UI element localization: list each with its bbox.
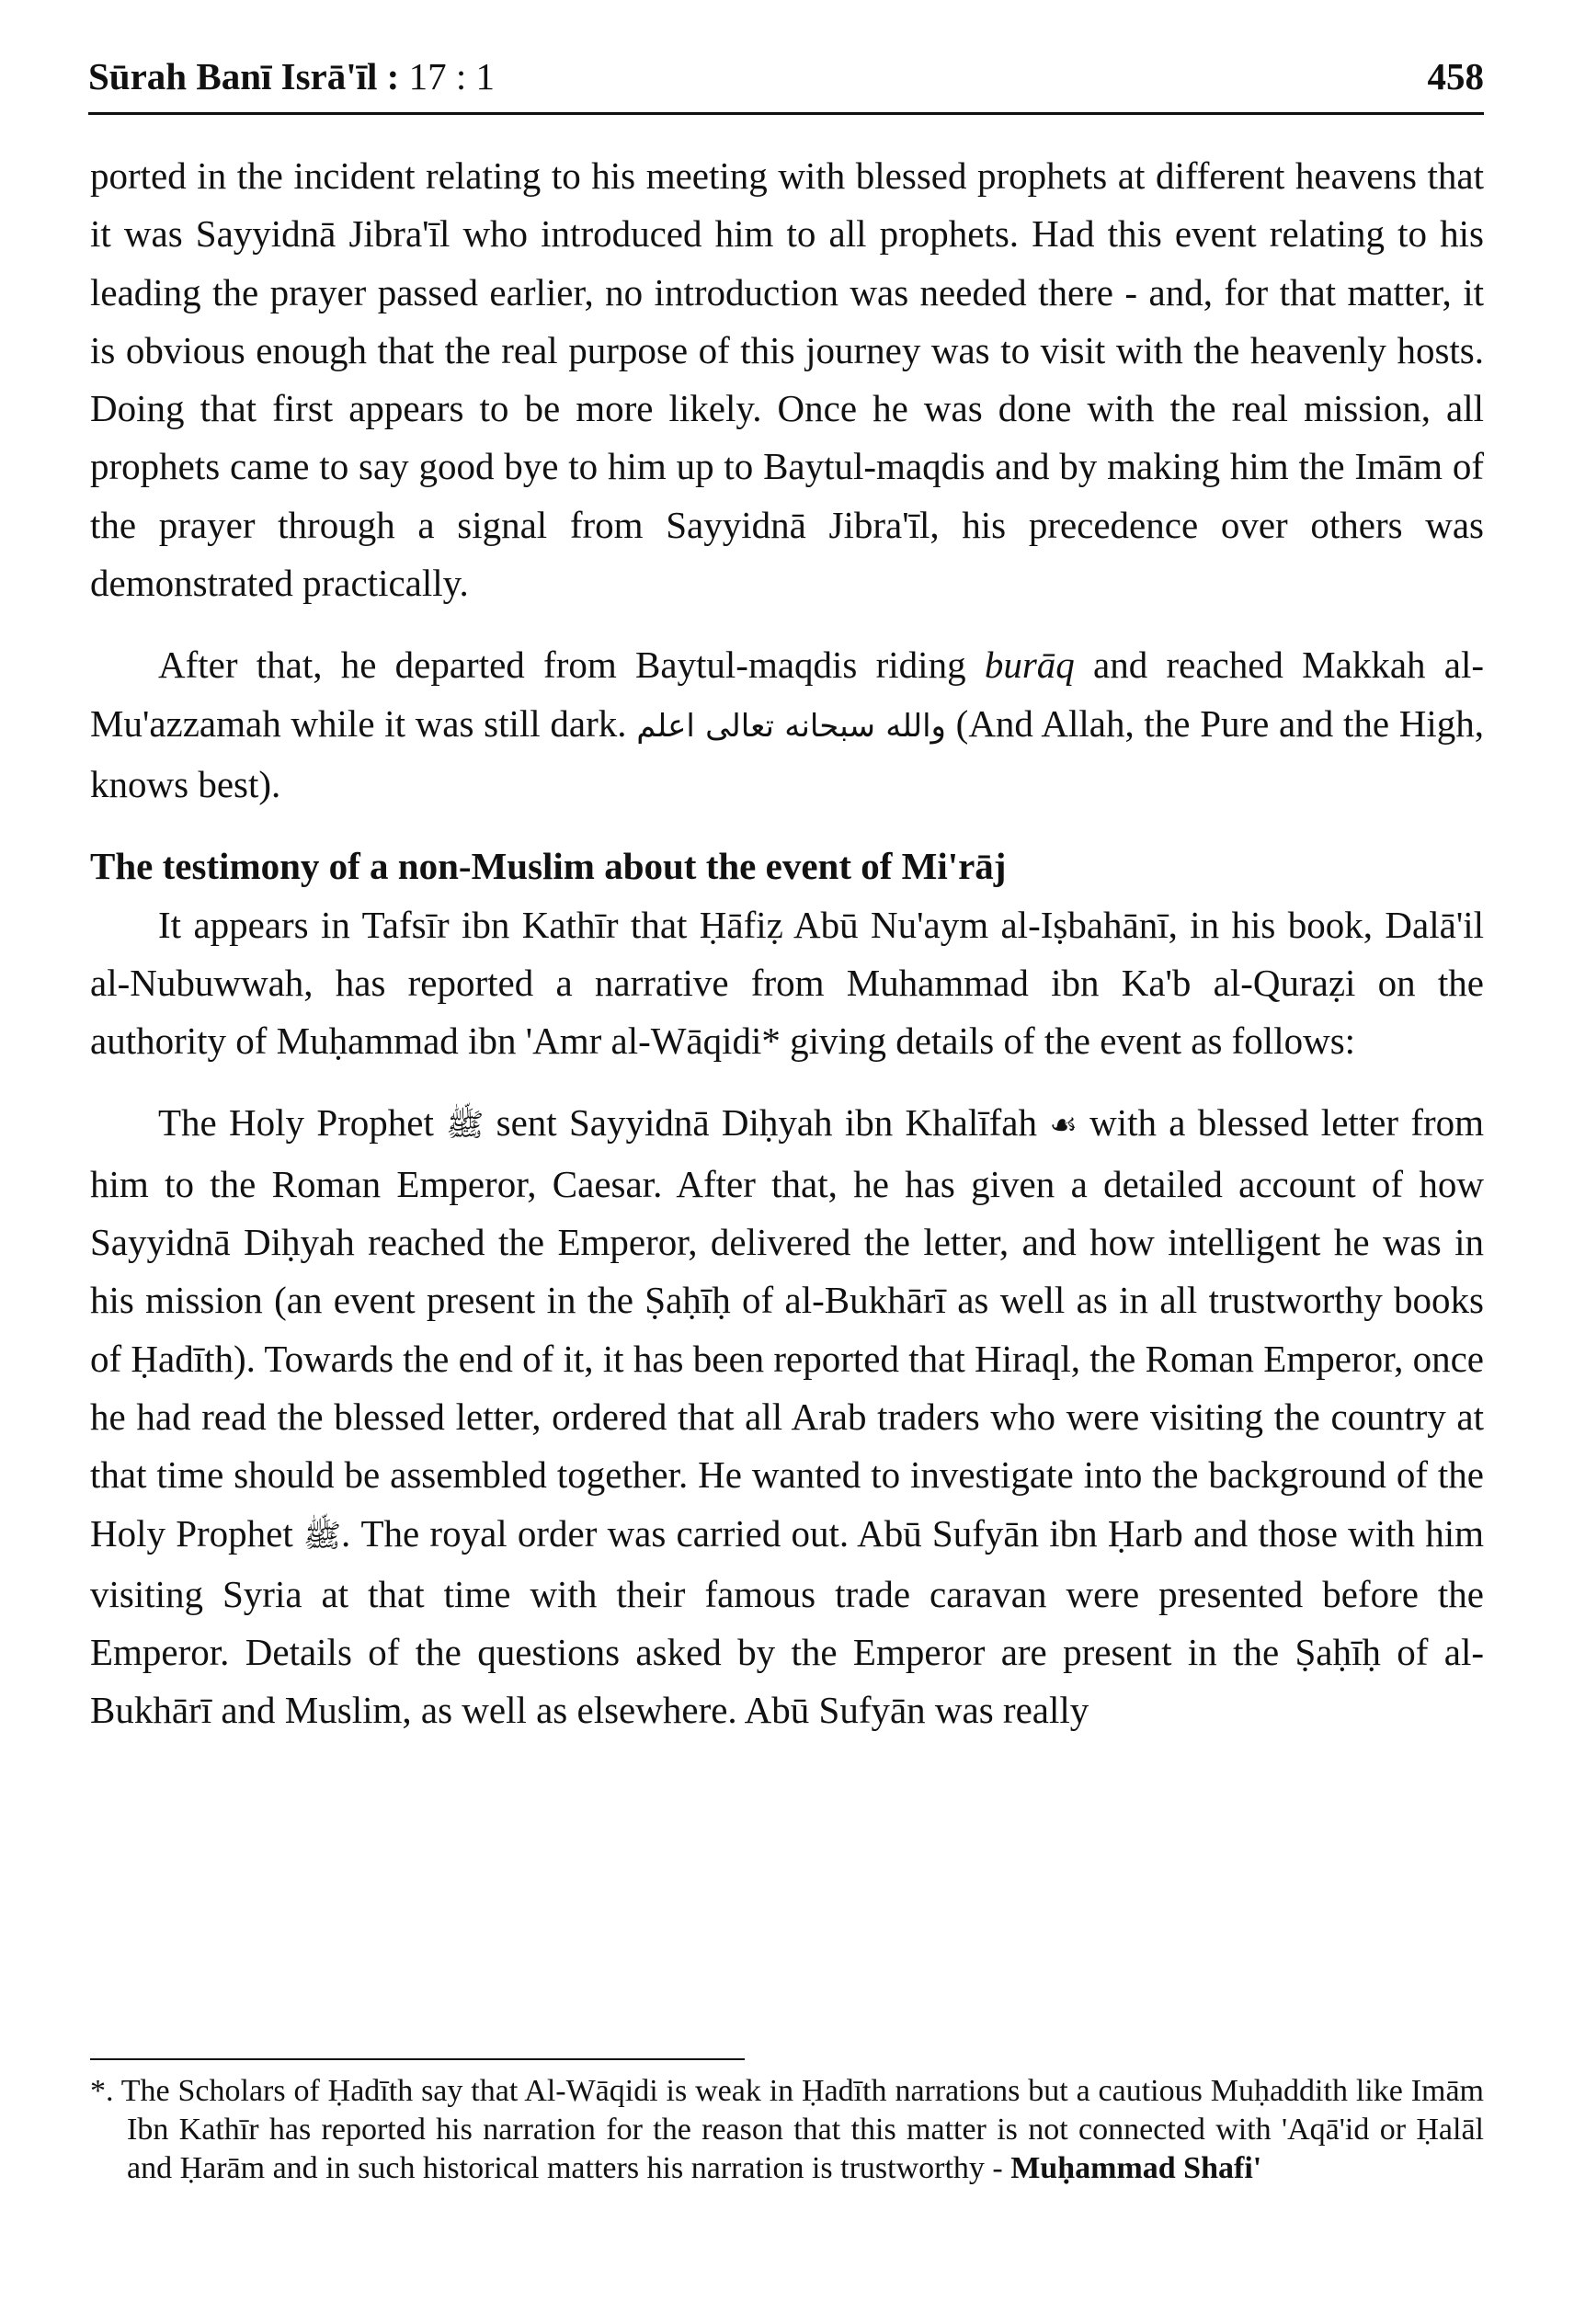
arabic-phrase: والله سبحانه تعالى اعلم xyxy=(636,707,946,745)
paragraph-4-part-d: . The royal order was carried out. Abū Sufyān ibn Ḥarb and those with him visiting Syria at that time with their famous trade caravan were presented before the Emperor. Details of the questions asked by the Emperor are present in the Ṣaḥīḥ of al-Bukhārī and Muslim, as well as elsewhere. Abū Sufyān was really xyxy=(90,1511,1485,1732)
paragraph-2-translation: (And Allah, the Pure and the High, knows best). xyxy=(90,701,1484,805)
paragraph-3: It appears in Tafsīr ibn Kathīr that Ḥāfiẓ Abū Nu'aym al-Iṣbahānī, in his book, Dalā'il al-Nubuwwah, has reported a narrative from Muhammad ibn Ka'b al-Quraẓi on the authority of Muḥammad ibn 'Amr al-Wāqidi* giving details of the event as follows: xyxy=(90,903,1484,1063)
page-number: 458 xyxy=(1427,55,1484,97)
header-rule xyxy=(88,112,1484,115)
paragraph-4-part-a: The Holy Prophet xyxy=(158,1101,434,1145)
footnote-text: *. The Scholars of Ḥadīth say that Al-Wāqidi is weak in Ḥadīth narrations but a cautious Muḥaddith like Imām Ibn Kathīr has reported his narration for the reason that this matter is not connected with 'Aqā'id or Ḥalāl and Ḥarām and in such historical matters his narration is trustworthy - xyxy=(90,2074,1484,2185)
salutation-icon-2: ﷺ xyxy=(302,1517,342,1555)
verse-reference: 17 : 1 xyxy=(408,55,495,97)
footnote-rule xyxy=(90,2058,745,2060)
section-heading: The testimony of a non-Muslim about the event of Mi'rāj xyxy=(90,845,1007,888)
paragraph-4 xyxy=(90,1094,1484,1739)
paragraph-4-part-b: sent Sayyidnā Diḥyah ibn Khalīfah xyxy=(496,1101,1037,1145)
paragraph-2-part-a: After that, he departed from Baytul-maqdis riding xyxy=(158,644,966,687)
paragraph-1: ported in the incident relating to his meeting with blessed prophets at different heavens that it was Sayyidnā Jibra'īl who introduced him to all prophets. Had this event relating to his leading the prayer passed earlier, no introduction was needed there - and, for that matter, it is obvious enough that the real purpose of this journey was to visit with the heavenly hosts. Doing that first appears to be more likely. Once he was done with the real mission, all prophets came to say good bye to him up to Baytul-maqdis and by making him the Imām of the prayer through a signal from Sayyidnā Jibra'īl, his precedence over others was demonstrated practically. xyxy=(90,154,1484,605)
buraq-term: burāq xyxy=(984,644,1075,687)
main-text xyxy=(90,147,1484,1740)
page-header xyxy=(88,53,1484,99)
salutation-icon: ﷺ xyxy=(446,1107,485,1145)
surah-name: Sūrah Banī Isrā'īl : xyxy=(88,55,400,97)
paragraph-2 xyxy=(90,636,1484,814)
paragraph-4-part-c: with a blessed letter from him to the Roman Emperor, Caesar. After that, he has given a detailed account of how Sayyidnā Diḥyah reached the Emperor, delivered the letter, and how intelligent he was in his mission (an event present in the Ṣaḥīḥ of al-Bukhārī as well as in all trustworthy books of Ḥadīth). Towards the end of it, it has been reported that Hiraql, the Roman Emperor, once he had read the blessed letter, ordered that all Arab traders who were visiting the country at that time should be assembled together. He wanted to investigate into the background of the Holy Prophet xyxy=(90,1101,1485,1555)
running-title xyxy=(88,53,495,99)
radiallahu-icon: ☙ xyxy=(1049,1107,1078,1145)
footnote-paragraph xyxy=(90,2072,1484,2188)
footnote xyxy=(90,2072,1484,2188)
paragraph-2-part-b: and reached Makkah al-Mu'azzamah while it was still dark. xyxy=(90,644,1485,745)
footnote-signature: Muḥammad Shafi' xyxy=(1010,2151,1262,2185)
